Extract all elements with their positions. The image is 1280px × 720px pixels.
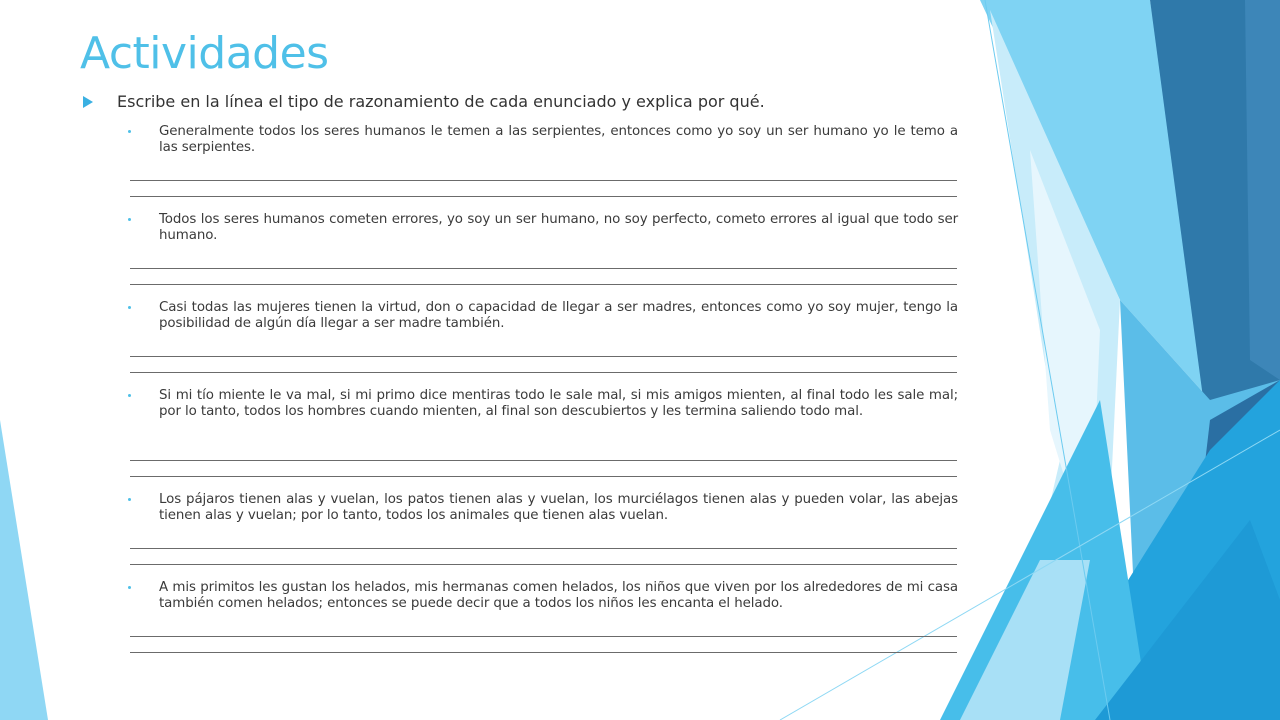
answer-line[interactable] — [130, 196, 957, 197]
answer-line[interactable] — [130, 636, 957, 637]
answer-line[interactable] — [130, 652, 957, 653]
answer-line[interactable] — [130, 180, 957, 181]
dot-bullet-icon — [128, 218, 131, 221]
answer-line[interactable] — [130, 564, 957, 565]
arrow-bullet-icon — [83, 96, 93, 108]
answer-line[interactable] — [130, 372, 957, 373]
statement-text: Todos los seres humanos cometen errores, yo soy un ser humano, no soy perfecto, cometo errores al igual que todo ser humano. — [159, 212, 958, 243]
facet-steel — [1245, 0, 1280, 380]
dot-bullet-icon — [128, 498, 131, 501]
statement-text: Casi todas las mujeres tienen la virtud, don o capacidad de llegar a ser madres, entonces como yo soy mujer, tengo la posibilidad de algún día llegar a ser madre también. — [159, 300, 958, 331]
slide-title: Actividades — [80, 28, 329, 79]
answer-line[interactable] — [130, 460, 957, 461]
statement-text: Si mi tío miente le va mal, si mi primo dice mentiras todo le sale mal, si mis amigos mienten, al final todo les sale mal; por lo tanto, todos los hombres cuando mienten, al final son descubiertos y les termina saliendo todo mal. — [159, 388, 958, 419]
statement-text: Los pájaros tienen alas y vuelan, los patos tienen alas y vuelan, los murciélagos tienen alas y pueden volar, las abejas tienen alas y vuelan; por lo tanto, todos los animales que tienen alas vuelan. — [159, 492, 958, 523]
left-sliver — [0, 420, 48, 720]
statement-text: A mis primitos les gustan los helados, mis hermanas comen helados, los niños que viven por los alrededores de mi casa también comen helados; entonces se puede decir que a todos los niños les encanta el helado. — [159, 580, 958, 611]
dot-bullet-icon — [128, 130, 131, 133]
answer-line[interactable] — [130, 356, 957, 357]
instruction-text: Escribe en la línea el tipo de razonamiento de cada enunciado y explica por qué. — [117, 92, 765, 111]
statement-text: Generalmente todos los seres humanos le temen a las serpientes, entonces como yo soy un ser humano yo le temo a las serpientes. — [159, 124, 958, 155]
answer-line[interactable] — [130, 284, 957, 285]
dot-bullet-icon — [128, 586, 131, 589]
answer-line[interactable] — [130, 548, 957, 549]
dot-bullet-icon — [128, 394, 131, 397]
answer-line[interactable] — [130, 268, 957, 269]
answer-line[interactable] — [130, 476, 957, 477]
dot-bullet-icon — [128, 306, 131, 309]
